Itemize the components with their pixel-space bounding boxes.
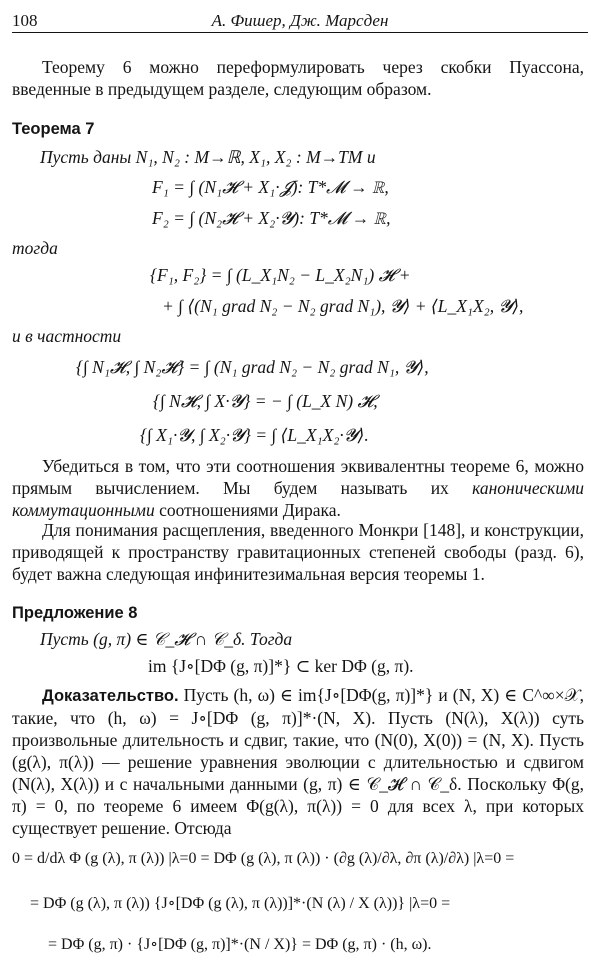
proof-equation-a: 0 = d/dλ Φ (g (λ), π (λ)) |λ=0 = DΦ (g (λ), π (λ)) · (∂g (λ)/∂λ, ∂π (λ)/∂λ) |λ=0 =: [12, 850, 515, 867]
theorem-7-then: тогда: [12, 238, 58, 258]
theorem-7-f2: F₂ = ∫ (N₂𝓗 + X₂·𝓨): T*𝓜 → ℝ,: [152, 208, 391, 228]
remark-text: Убедиться в том, что эти соотношения эквивалентны теореме 6, можно прямым вычислением. Мы будем называть их: [12, 456, 584, 498]
theorem-7-bracket-line2: + ∫ ⟨(N₁ grad N₂ − N₂ grad N₁), 𝓨⟩ + ⟨L_X₁X₂, 𝓨⟩,: [162, 296, 524, 316]
theorem-7-f1: F₁ = ∫ (N₁𝓗 + X₁·𝓙): T*𝓜 → ℝ,: [152, 177, 389, 197]
proof-label: Доказательство.: [42, 687, 179, 705]
header-rule: [12, 32, 588, 33]
proof-equation-c: = DΦ (g, π) · {J∘[DΦ (g, π)]*·(N / X)} = DΦ (g, π) · (h, ω).: [48, 936, 432, 953]
proof-equation-b: = DΦ (g (λ), π (λ)) {J∘[DΦ (g (λ), π (λ))]*·(N (λ) / X (λ))} |λ=0 =: [30, 895, 451, 912]
remark-emphasis: каноническими коммутационными: [12, 478, 584, 520]
proposition-8-heading: Предложение 8: [12, 604, 138, 622]
theorem-7-eq1: {∫ N₁𝓗, ∫ N₂𝓗} = ∫ (N₁ grad N₂ − N₂ grad N₁, 𝓨⟩,: [76, 357, 429, 377]
intro-paragraph: Теорему 6 можно переформулировать через скобки Пуассона, введенные в предыдущем разделе, следующим образом.: [12, 57, 584, 99]
running-title: А. Фишер, Дж. Марсден: [211, 11, 389, 30]
remark-paragraph-2: Для понимания расщепления, введенного Монкри [148], и конструкции, приводящей к пространству гравитационных степеней свободы (разд. 6), будет важна следующая инфинитезимальная версия теоремы 1.: [12, 520, 584, 584]
theorem-7-heading: Теорема 7: [12, 120, 95, 138]
running-header: [12, 6, 588, 32]
proof-paragraph: [12, 684, 584, 839]
theorem-7-eq2: {∫ N𝓗, ∫ X·𝓨} = − ∫ (L_X N) 𝓗,: [153, 391, 378, 411]
theorem-7-in-particular: и в частности: [12, 326, 122, 346]
remark-paragraph-1: [12, 455, 584, 521]
theorem-7-bracket-line1: {F₁, F₂} = ∫ (L_X₁N₂ − L_X₂N₁) 𝓗 +: [150, 265, 411, 285]
theorem-7-eq3: {∫ X₁·𝓨, ∫ X₂·𝓨} = ∫ ⟨L_X₁X₂·𝓨⟩.: [140, 425, 369, 445]
remark-text-end: соотношениями Дирака.: [154, 500, 341, 520]
page-number: 108: [12, 11, 38, 30]
proposition-8-statement: im {J∘[DΦ (g, π)]*} ⊂ ker DΦ (g, π).: [148, 656, 414, 676]
theorem-7-hypothesis: Пусть даны N₁, N₂ : M→ℝ, X₁, X₂ : M→TM и: [40, 147, 376, 167]
proof-text: Пусть (h, ω) ∈ im{J∘[DΦ(g, π)]*} и (N, X) ∈ C^∞×𝒳, такие, что (h, ω) = J∘[DΦ (g, π)]*·(N, X). Пусть (N(λ), X(λ)) суть произвольные длительность и сдвиг, такие, что (N(0), X(0)) = (N, X). Пусть (g(λ), π(λ)) — решение уравнения эволюции с длительностью и сдвигом (N(λ), X(λ)) и с начальными данными (g, π) ∈ 𝒞_𝓗 ∩ 𝒞_δ. Поскольку Φ(g, π) = 0, по теореме 6 имеем Φ(g(λ), π(λ)) = 0 для всех λ, при которых существует решение. Отсюда: [12, 685, 584, 838]
proposition-8-hypothesis: Пусть (g, π) ∈ 𝒞_𝓗 ∩ 𝒞_δ. Тогда: [40, 629, 293, 649]
